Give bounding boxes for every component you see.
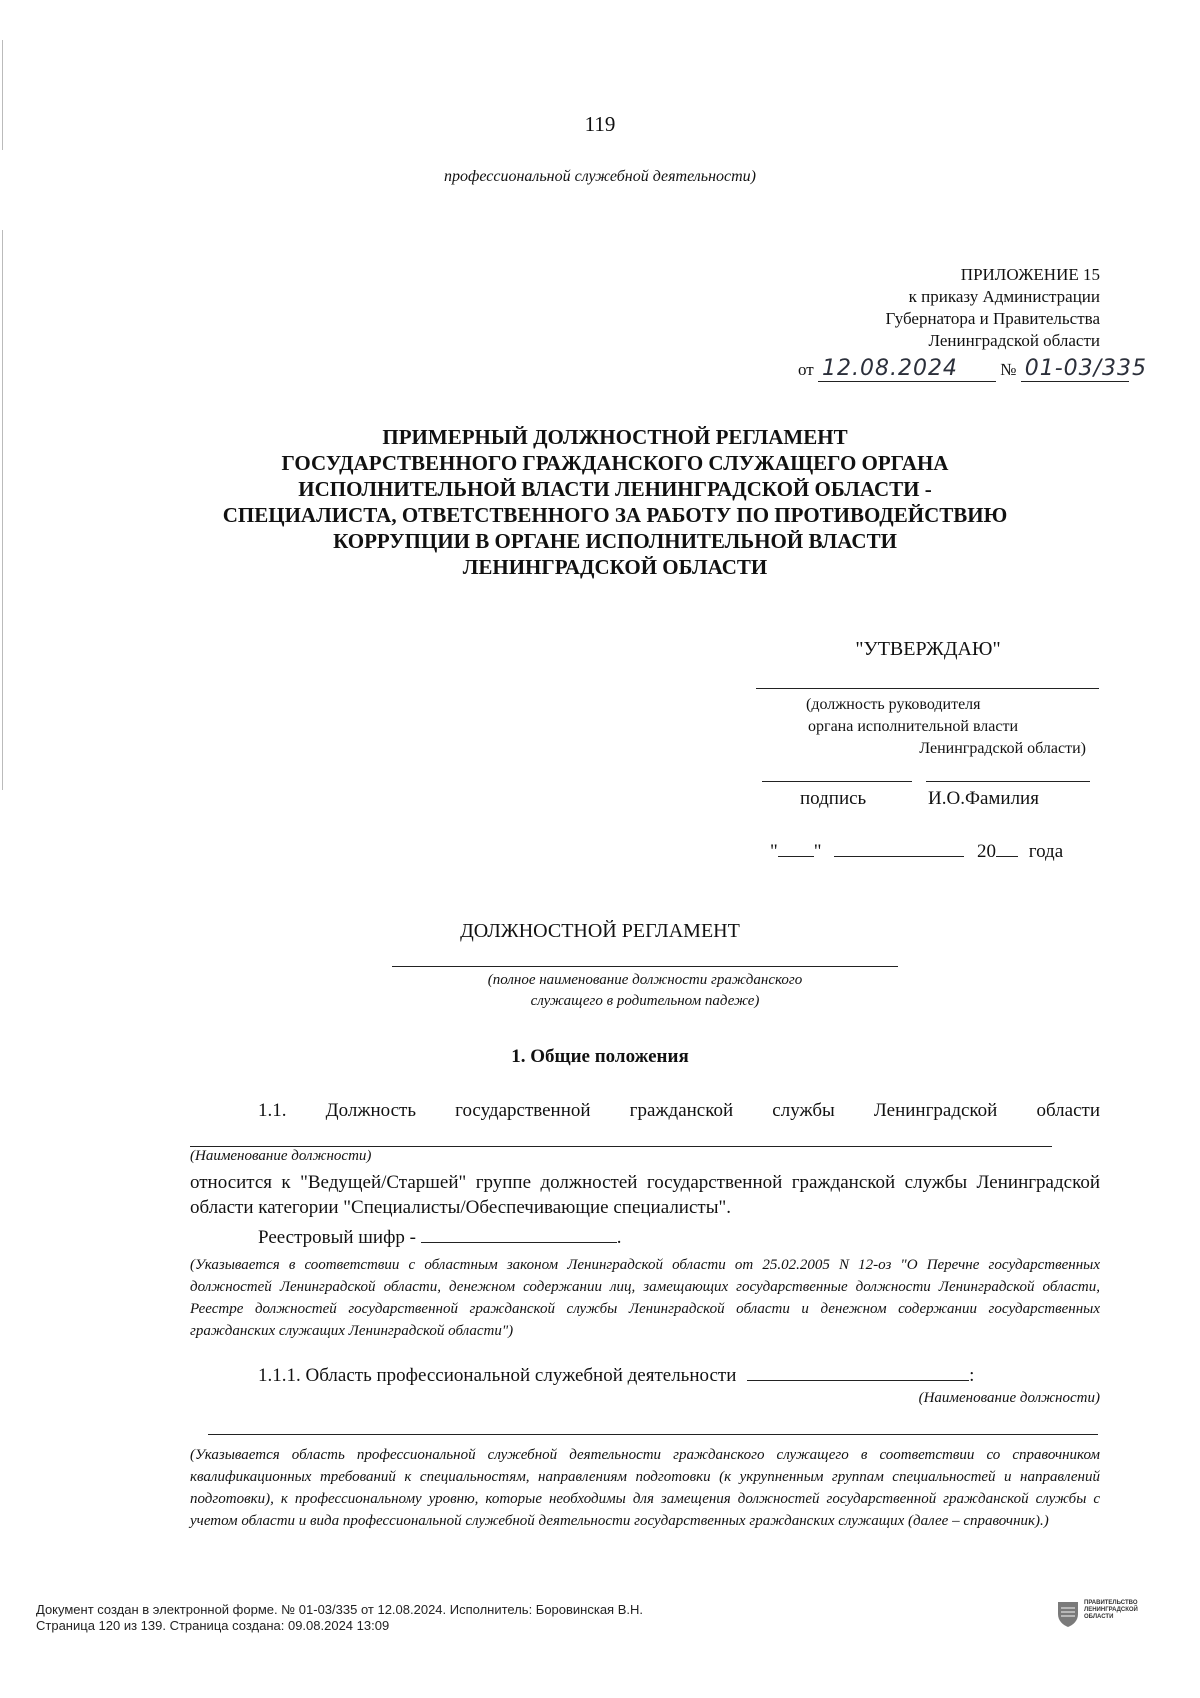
- year-suffix: года: [1028, 841, 1064, 862]
- appendix-line: ПРИЛОЖЕНИЕ 15: [960, 265, 1100, 284]
- quote-open: ": [770, 841, 778, 862]
- approver-note-line: органа исполнительной власти: [808, 718, 1019, 735]
- appendix-line: Ленинградской области: [928, 331, 1100, 350]
- note-line: служащего в родительном падеже): [530, 993, 760, 1009]
- year-blank: [996, 840, 1018, 857]
- position-name-note: (Наименование должности): [918, 1390, 1100, 1406]
- scan-edge-mark: [2, 230, 3, 790]
- activity-area-label: 1.1.1. Область профессиональной служебной деятельности: [258, 1365, 737, 1386]
- approver-position-note: [756, 694, 1086, 760]
- registry-code-note: (Указывается в соответствии с областным законом Ленинградской области от 25.02.2005 N 12-оз "О Перечне государственных должностей Ленинградской области, денежном содержании лиц, замещающих государственные должности Ленинградской области, Реестре должностей государственной гражданской службы Ленинградской области и денежном содержании государственных гражданских служащих Ленинградской области"): [190, 1257, 1100, 1339]
- approver-note-line: (должность руководителя: [806, 696, 981, 713]
- org-logo-line: ПРАВИТЕЛЬСТВО: [1084, 1600, 1138, 1606]
- position-name-note: (Наименование должности): [190, 1148, 372, 1164]
- day-blank: [778, 840, 814, 857]
- org-logo-text: [1084, 1600, 1154, 1621]
- from-label: от: [798, 360, 814, 379]
- paragraph-category: относится к "Ведущей/Старшей" группе должностей государственной гражданской службы Ленинградской области категории "Специалисты/Обеспечивающие специалисты".: [190, 1172, 1100, 1218]
- registry-code-label: Реестровый шифр -: [258, 1227, 416, 1248]
- approve-heading: "УТВЕРЖДАЮ": [855, 638, 1001, 660]
- document-title: [150, 424, 1080, 580]
- activity-area-blank: [747, 1364, 969, 1381]
- signature-line: [762, 781, 912, 782]
- quote-close: ": [813, 841, 822, 862]
- position-name-line: [190, 1146, 1052, 1147]
- title-line: КОРРУПЦИИ В ОРГАНЕ ИСПОЛНИТЕЛЬНОЙ ВЛАСТИ: [333, 529, 897, 553]
- fio-line: [926, 781, 1090, 782]
- approval-date-line: [770, 840, 1063, 863]
- appendix-date-number: [798, 356, 1148, 382]
- month-blank: [834, 840, 964, 857]
- year-prefix: 20: [977, 841, 997, 862]
- title-line: ГОСУДАРСТВЕННОГО ГРАЖДАНСКОГО СЛУЖАЩЕГО ОРГАНА: [281, 451, 949, 475]
- paragraph-1-1-1: 1.1.1. Область профессиональной служебной деятельности :: [258, 1365, 975, 1386]
- footer-line: Документ создан в электронной форме. № 01-03/335 от 12.08.2024. Исполнитель: Боровинская В.Н.: [36, 1602, 643, 1617]
- approver-position-line: [756, 688, 1099, 689]
- signature-label: подпись: [800, 788, 867, 809]
- registry-code: Реестровый шифр - .: [258, 1227, 622, 1248]
- position-fullname-note: [392, 970, 898, 1012]
- coat-of-arms-icon: [1056, 1600, 1080, 1628]
- title-line: ЛЕНИНГРАДСКОЙ ОБЛАСТИ: [462, 555, 768, 579]
- footer-line: Страница 120 из 139. Страница создана: 09.08.2024 13:09: [36, 1618, 390, 1633]
- document-footer: [36, 1602, 643, 1634]
- number-label: №: [1000, 360, 1017, 379]
- activity-area-line: [208, 1434, 1098, 1435]
- fio-label: И.О.Фамилия: [928, 788, 1039, 809]
- org-logo-line: ЛЕНИНГРАДСКОЙ: [1084, 1607, 1138, 1613]
- title-line: ИСПОЛНИТЕЛЬНОЙ ВЛАСТИ ЛЕНИНГРАДСКОЙ ОБЛАСТИ -: [298, 477, 932, 501]
- note-line: (полное наименование должности гражданского: [487, 972, 803, 988]
- appendix-line: к приказу Администрации: [908, 287, 1100, 306]
- activity-area-note: (Указывается область профессиональной служебной деятельности гражданского служащего в соответствии со справочником квалификационных требований к специальностям, направлениям подготовки (к укрупненным группам специальностей и направлений подготовки), к профессиональному уровню, которые необходимы для замещения должностей государственной гражданской службы с учетом области и вида профессиональной служебной деятельности государственных гражданских служащих (далее – справочник).): [190, 1447, 1100, 1529]
- position-fullname-line: [392, 966, 898, 967]
- handwritten-date: 12.08.2024: [818, 356, 996, 382]
- section-title: 1. Общие положения: [511, 1046, 689, 1067]
- title-line: ПРИМЕРНЫЙ ДОЛЖНОСТНОЙ РЕГЛАМЕНТ: [382, 425, 848, 449]
- paragraph-1-1: 1.1. Должность государственной гражданской службы Ленинградской области: [258, 1100, 1100, 1121]
- registry-code-blank: [421, 1226, 617, 1243]
- appendix-header: [680, 264, 1100, 352]
- page-number: 119: [584, 112, 616, 136]
- handwritten-number: 01-03/335: [1021, 356, 1129, 382]
- approver-note-line: Ленинградской области): [919, 740, 1086, 757]
- previous-page-continuation: профессиональной служебной деятельности): [444, 168, 756, 185]
- regulation-title: ДОЛЖНОСТНОЙ РЕГЛАМЕНТ: [460, 920, 740, 942]
- title-line: СПЕЦИАЛИСТА, ОТВЕТСТВЕННОГО ЗА РАБОТУ ПО ПРОТИВОДЕЙСТВИЮ: [222, 503, 1008, 527]
- appendix-line: Губернатора и Правительства: [885, 309, 1100, 328]
- org-logo-line: ОБЛАСТИ: [1084, 1614, 1114, 1620]
